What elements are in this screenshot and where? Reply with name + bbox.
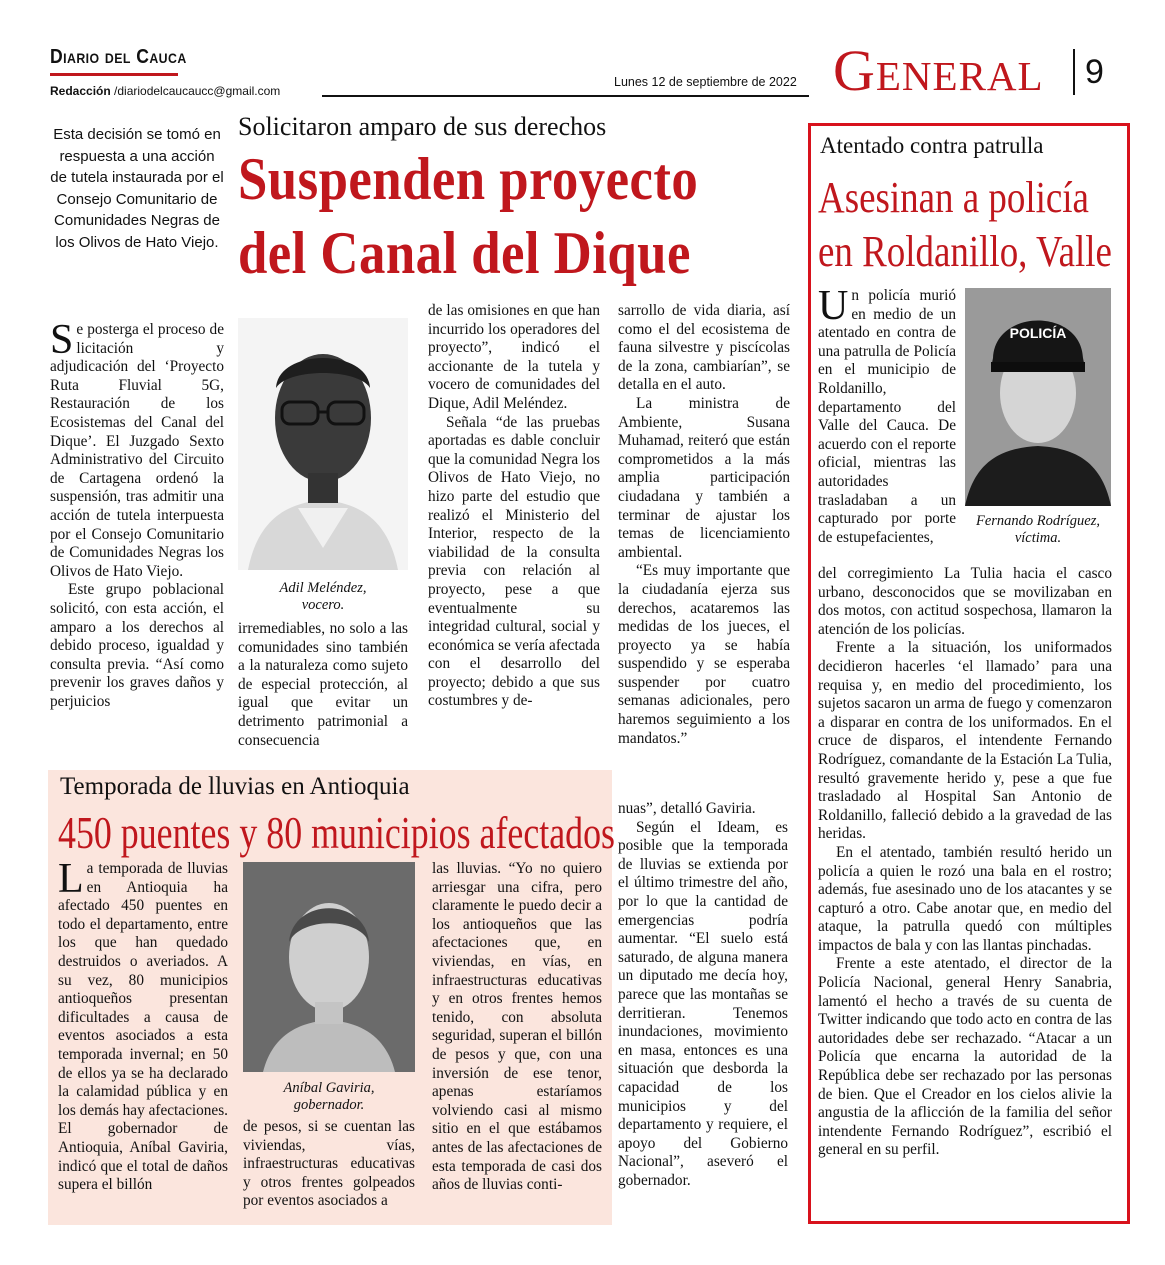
article1-headline-line2: del Canal del Dique (238, 220, 691, 286)
article1-column-4 (618, 302, 790, 748)
adil-melendez-photo (238, 318, 408, 570)
page-number: 9 (1085, 53, 1104, 91)
caption-role: gobernador. (293, 1097, 365, 1113)
article3-headline (818, 171, 1112, 279)
article2-col1-paragraph: La temporada de lluvias en Antioquia ha afectado 450 puentes en todo el departamento, entre los que han quedado destruidos o averiados. A su vez, 80 municipios antioqueños presentan dificultades a causa de eventos asociados a esta temporada invernal; en 50 de ellos ya se ha declarado la calamidad pública y en los demás hay afectaciones. El gobernador de Antioquia, Aníbal Gaviria, indicó que el total de daños supera el billón (58, 856, 228, 1194)
portrait-illustration-3 (965, 288, 1111, 506)
section-title: General (833, 38, 1044, 103)
portrait-illustration (238, 318, 408, 570)
article1-kicker: Solicitaron amparo de sus derechos (238, 112, 607, 141)
article3-dropcap: U (818, 283, 849, 329)
article1-lead: Esta decisión se tomó en respuesta a una acción de tutela instaurada por el Consejo Comunitario de Comunidades Negras de los Olivos de Hato Viejo. (50, 126, 224, 251)
caption-role: vocero. (301, 597, 345, 613)
article3-paragraph4: Frente a este atentado, el director de la Policía Nacional, general Henry Sanabria, lamentó el hecho a través de su cuenta de Twitter indicando que todo acto en contra de las autoridades debe ser rechazado. “Atacar a un Policía que encarna la autoridad de la República debe ser rechazado por las personas de bien. Que el Creador en los cielos alivie la angustia de la aflicción de la familia del señor intendente Fernando Rodríguez”, escribió el general en su perfil. (818, 955, 1112, 1159)
article2-col4-paragraph1: nuas”, detalló Gaviria. (618, 800, 756, 817)
article1-col4-paragraph1: sarrollo de vida diaria, así como el del ecosistema de fauna silvestre y piscícolas de la zona, cambiarían”, se detalla en el auto. (618, 302, 790, 394)
article2-column-1 (58, 856, 228, 1195)
caption-role: víctima. (1014, 530, 1062, 546)
issue-date: Lunes 12 de septiembre de 2022 (614, 75, 797, 89)
header-rule (322, 95, 809, 97)
caption-name: Adil Meléndez, (279, 580, 367, 596)
article1-col3-paragraph1: de las omisiones en que han incurrido los operadores del proyecto”, indicó el accionante de la tutela y vocero de comunidades del Dique, Adil Meléndez. (428, 302, 600, 412)
article1-dropcap: S (50, 317, 74, 363)
article1-column-1 (50, 317, 224, 711)
logo-underline (50, 73, 178, 76)
article1-headline-line1: Suspenden proyecto (238, 146, 699, 212)
article1-col2-paragraph: irremediables, no solo a las comunidades sino también a la naturaleza como sujeto de especial protección, al igual que evitar un detrimento patrimonial a consecuencia (238, 620, 408, 749)
cap-label: POLICÍA (1009, 325, 1067, 341)
article1-col1-paragraph2: Este grupo poblacional solicitó, con esta acción, el amparo a los derechos al debido proceso, igualdad y consulta previa. “Así como prevenir los graves daños y perjuicios (50, 581, 224, 710)
caption-name: Aníbal Gaviria, (283, 1080, 375, 1096)
redaccion-label: Redacción (50, 84, 111, 98)
article2-column-4 (618, 800, 788, 1190)
article1-col4-paragraph3: “Es muy importante que la ciudadanía ejerza sus derechos, acataremos las medidas de los jueces, el proyecto ya se había suspendido y se esperaba suspender por cuatro semanas adicionales, pero haremos seguimiento a los mandatos.” (618, 562, 790, 747)
redaccion-email: /diariodelcaucaucc@gmail.com (110, 84, 281, 98)
article1-column-3 (428, 302, 600, 711)
fernando-rodriguez-caption (960, 513, 1116, 547)
article3-paragraph1: del corregimiento La Tulia hacia el casco urbano, desconocidos que se movilizaban en dos motos, con actitud sospechosa, llamaron la atención de los policías. (818, 565, 1112, 638)
article3-intro-column (818, 283, 956, 547)
article2-column-2 (243, 1118, 415, 1211)
article1-col1-paragraph: Se posterga el proceso de licitación y adjudicación del ‘Proyecto Ruta Fluvial 5G, Restauración de los Ecosistemas del Canal del Dique’. El Juzgado Sexto Administrativo del Circuito de Cartagena ordenó la suspensión, tras admitir una acción de tutela interpuesta por el Consejo Comunitario de Comunidades Negras los Olivos de Hato Viejo. (50, 317, 224, 580)
article2-col3-paragraph: las lluvias. “Yo no quiero arriesgar una cifra, pero claramente le puedo decir a los antioqueños que las afectaciones que, en viviendas, en vías, en infraestructuras educativas y en otros frentes hemos tenido, con absoluta seguridad, superan el billón de pesos y que, con una inversión de ese tenor, apenas estaríamos volviendo casi al mismo sitio en el que estábamos antes de las afectaciones de esta temporada de casi dos años de lluvias conti- (432, 860, 602, 1194)
fernando-rodriguez-photo (965, 288, 1111, 506)
article2-col4-paragraph2: Según el Ideam, es posible que la temporada de lluvias se extienda por el último trimestre del año, por lo que la cantidad de emergencias podría aumentar. “El suelo está saturado, de alguna manera un diputado me decía hoy, parece que las montañas se derritieran. Tenemos inundaciones, movimiento en masa, entonces es una situación que desborda la capacidad de los municipios y del departamento y requiere, el apoyo del Gobierno Nacional”, aseveró el gobernador. (618, 818, 788, 1189)
anibal-gaviria-photo (243, 862, 415, 1072)
article2-col2-paragraph: de pesos, si se cuentan las viviendas, vías, infraestructuras educativas y otros frentes golpeados por eventos asociados a (243, 1118, 415, 1210)
article3-headline-line2: en Roldanillo, Valle (818, 227, 1112, 276)
adil-melendez-caption (238, 580, 408, 614)
article3-body (818, 565, 1112, 1160)
article1-col4-paragraph2: La ministra de Ambiente, Susana Muhamad, reiteró que están comprometidos a la más amplia participación ciudadana y también a terminar de ajustar los temas de licenciamiento ambiental. (618, 394, 790, 561)
article2-headline: 450 puentes y 80 municipios afectados (58, 807, 616, 858)
redaccion-line (50, 84, 280, 98)
caption-name: Fernando Rodríguez, (975, 513, 1101, 529)
article2-kicker: Temporada de lluvias en Antioquia (60, 773, 410, 800)
anibal-gaviria-caption (243, 1080, 415, 1114)
article3-paragraph2: Frente a la situación, los uniformados decidieron hacerles ‘el llamado’ para una requisa y, en medio del procedimiento, los sujetos sacaron un arma de fuego y comenzaron a disparar en contra de los uniformados. En el cruce de disparos, el intendente Fernando Rodríguez, comandante de la Estación La Tulia, resultó gravemente herido y, pese a que fue trasladado al Hospital San Antonio de Roldanillo, falleció debido a la gravedad de las heridas. (818, 639, 1112, 843)
article2-column-3 (432, 860, 602, 1195)
article3-headline-line1: Asesinan a policía (818, 173, 1089, 222)
article2-dropcap: L (58, 856, 84, 902)
article3-kicker: Atentado contra patrulla (820, 133, 1044, 158)
article3-intro-paragraph: Un policía murió en medio de un atentado en contra de una patrulla de Policía en el municipio de Roldanillo, departamento del Valle del Cauca. De acuerdo con el reporte oficial, mientras las autoridades trasladaban a un capturado por porte de estupefacientes, (818, 283, 956, 546)
article1-col3-paragraph2: Señala “de las pruebas aportadas es dable concluir que la comunidad Negra los Olivos de Hato Viejo, no hizo parte del estudio que realizó el Ministerio del Interior, respecto de la viabilidad de la consulta previa con relación al proyecto, pese a que eventualmente su integridad cultural, social y económica se vería afectada con el desarrollo del proyecto; debido a que sus costumbres y de- (428, 413, 600, 710)
article1-headline (238, 142, 731, 290)
newspaper-logo: Diario del Cauca (50, 46, 187, 68)
article1-column-2 (238, 620, 408, 750)
page-divider (1073, 49, 1075, 95)
portrait-illustration-2 (243, 862, 415, 1072)
article3-paragraph3: En el atentado, también resultó herido un policía a quien le rozó una bala en el rostro; además, fue asesinado uno de los atacantes y se capturó a otro. Cabe anotar que, en medio del ataque, la patrulla quedó con múltiples impactos de bala y con las llantas pinchadas. (818, 843, 1112, 954)
